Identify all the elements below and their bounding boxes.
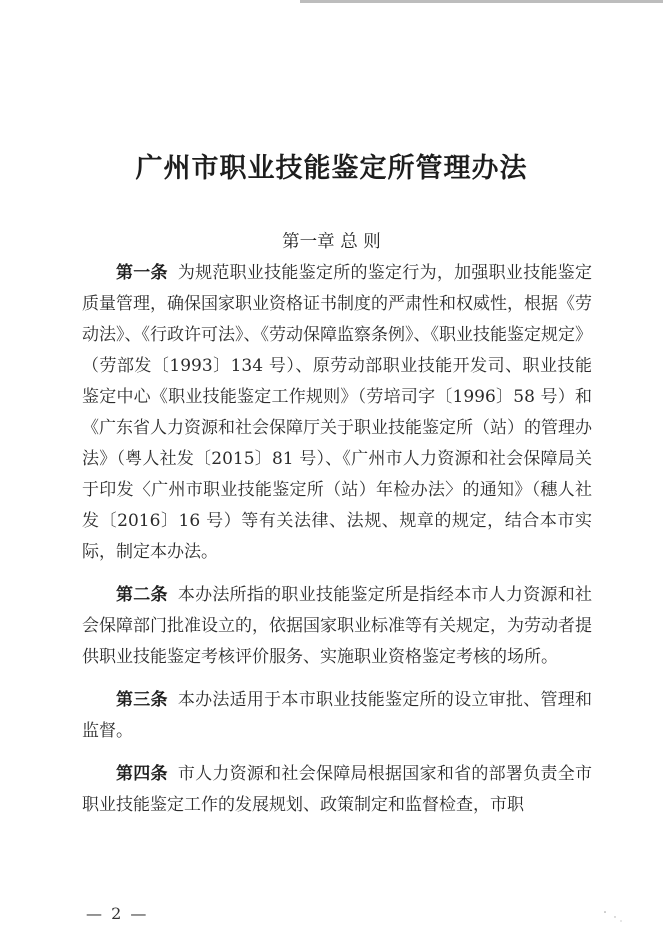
article-text: 本办法所指的职业技能鉴定所是指经本市人力资源和社会保障部门批准设立的，依据国家职业标准等有关规定，为劳动者提供职业技能鉴定考核评价服务、实施职业资格鉴定考核的场所。 — [82, 585, 593, 667]
article-title: 第四条 — [116, 764, 168, 784]
page-number: — 2 — — [86, 904, 149, 923]
scan-edge — [300, 0, 663, 3]
article-3 — [82, 685, 592, 747]
document-title: 广州市职业技能鉴定所管理办法 — [135, 153, 528, 184]
article-1 — [82, 258, 592, 568]
scan-specks — [601, 908, 625, 924]
article-title: 第三条 — [116, 690, 168, 710]
article-title: 第二条 — [116, 585, 168, 605]
article-4 — [82, 759, 592, 821]
article-text: 市人力资源和社会保障局根据国家和省的部署负责全市职业技能鉴定工作的发展规划、政策制定和监督检查，市职 — [82, 764, 593, 815]
article-title: 第一条 — [116, 263, 168, 283]
article-text: 为规范职业技能鉴定所的鉴定行为，加强职业技能鉴定质量管理，确保国家职业资格证书制度的严肃性和权威性，根据《劳动法》、《行政许可法》、《劳动保障监察条例》、《职业技能鉴定规定》（劳部发〔1993〕134 号）、原劳动部职业技能开发司、职业技能鉴定中心《职业技能鉴定工作规则》（劳培司字〔1996〕58 号）和《广东省人力资源和社会保障厅关于职业技能鉴定所（站）的管理办法》（粤人社发〔2015〕81 号）、《广州市人力资源和社会保障局关于印发〈广州市职业技能鉴定所（站）年检办法〉的通知》（穗人社发〔2016〕16 号）等有关法律、法规、规章的规定，结合本市实际，制定本办法。 — [82, 263, 593, 562]
article-text: 本办法适用于本市职业技能鉴定所的设立审批、管理和监督。 — [82, 690, 593, 741]
document-body — [82, 258, 592, 833]
article-2 — [82, 580, 592, 673]
chapter-heading: 第一章 总 则 — [282, 232, 381, 252]
